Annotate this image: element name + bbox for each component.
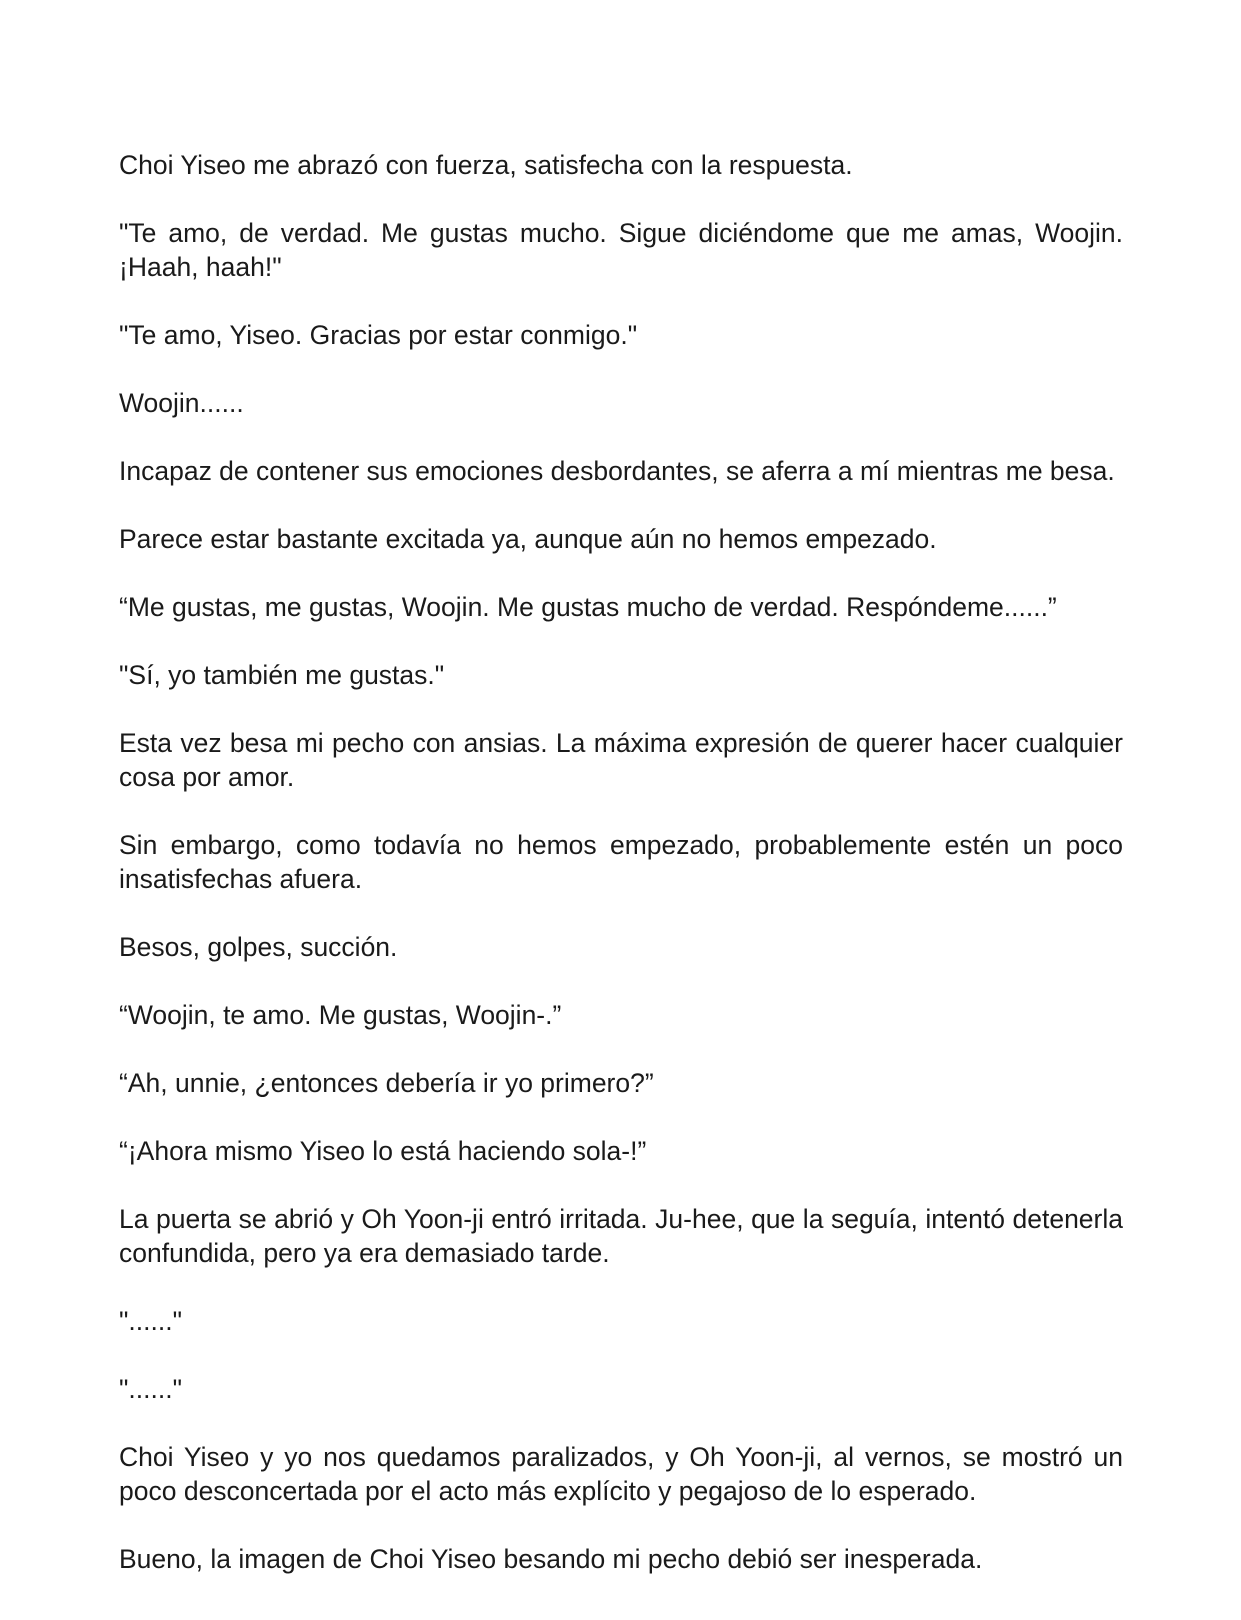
paragraph: "Te amo, Yiseo. Gracias por estar conmigo." (119, 320, 638, 350)
paragraph: “Me gustas, me gustas, Woojin. Me gustas mucho de verdad. Respóndeme......” (119, 592, 1057, 622)
paragraph: "......" (119, 1374, 182, 1404)
paragraph: “¡Ahora mismo Yiseo lo está haciendo sola-!” (119, 1136, 647, 1166)
paragraph: Sin embargo, como todavía no hemos empezado, probablemente estén un poco insatisfechas afuera. (119, 830, 1123, 894)
paragraph: Woojin...... (119, 388, 244, 418)
paragraph: Incapaz de contener sus emociones desbordantes, se aferra a mí mientras me besa. (119, 456, 1115, 486)
paragraph: Parece estar bastante excitada ya, aunque aún no hemos empezado. (119, 524, 937, 554)
paragraph: Esta vez besa mi pecho con ansias. La máxima expresión de querer hacer cualquier cosa por amor. (119, 728, 1123, 792)
paragraph: Bueno, la imagen de Choi Yiseo besando mi pecho debió ser inesperada. (119, 1544, 983, 1574)
paragraph: "......" (119, 1306, 182, 1336)
paragraph: La puerta se abrió y Oh Yoon-ji entró irritada. Ju-hee, que la seguía, intentó detenerla confundida, pero ya era demasiado tarde. (119, 1204, 1123, 1268)
paragraph: Choi Yiseo me abrazó con fuerza, satisfecha con la respuesta. (119, 150, 853, 180)
paragraph: Choi Yiseo y yo nos quedamos paralizados, y Oh Yoon-ji, al vernos, se mostró un poco desconcertada por el acto más explícito y pegajoso de lo esperado. (119, 1442, 1123, 1506)
page-body (119, 148, 1123, 1610)
paragraph: Besos, golpes, succión. (119, 932, 398, 962)
paragraph: “Woojin, te amo. Me gustas, Woojin-.” (119, 1000, 562, 1030)
paragraph: "Sí, yo también me gustas." (119, 660, 445, 690)
paragraph: “Ah, unnie, ¿entonces debería ir yo primero?” (119, 1068, 654, 1098)
paragraph: "Te amo, de verdad. Me gustas mucho. Sigue diciéndome que me amas, Woojin. ¡Haah, haah!" (119, 218, 1123, 282)
